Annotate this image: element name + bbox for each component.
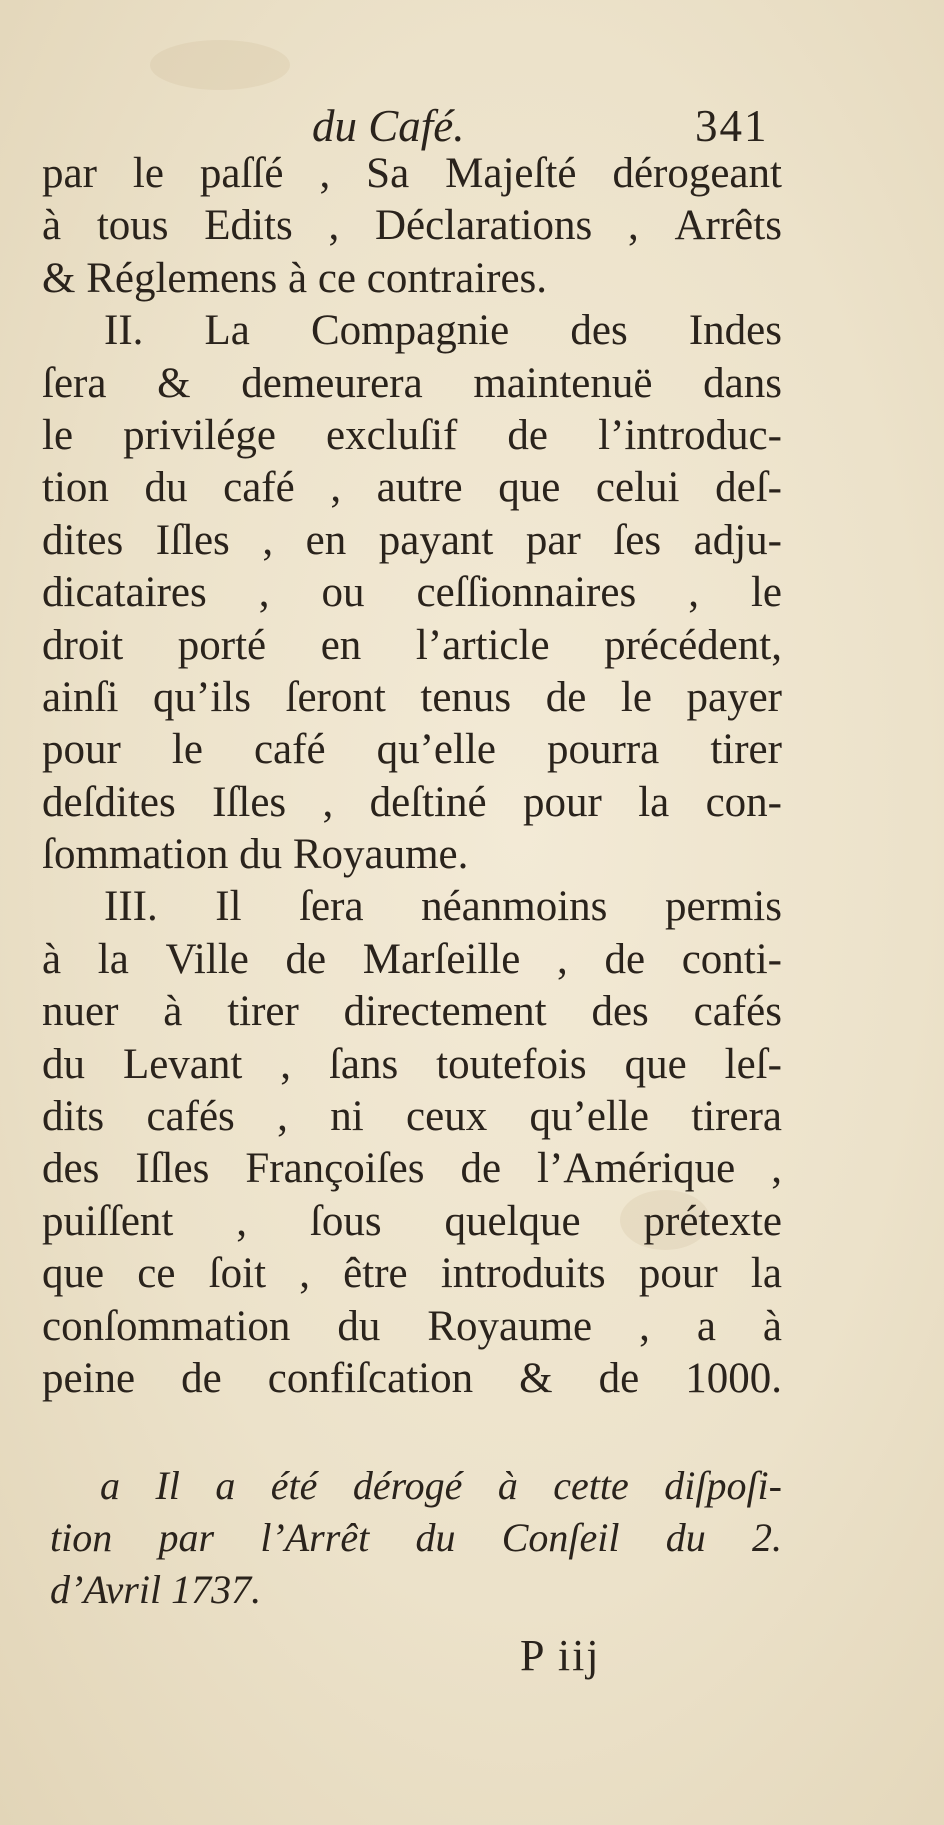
text-line: à la Ville de Marſeille , de conti- [42,935,782,983]
article-heading-line: II. La Compagnie des Indes [104,307,782,355]
text-line: & Réglemens à ce contraires. [42,254,548,302]
text-line: nuer à tirer directement des cafés [42,988,782,1036]
text-line: dits cafés , ni ceux qu’elle tirera [42,1093,782,1141]
text-line: des Iſles Françoiſes de l’Amérique , [42,1145,782,1193]
footnote [50,1460,782,1616]
text-line: deſdites Iſles , deſtiné pour la con- [42,778,782,826]
text-line: ſommation du Royaume. [42,831,469,879]
text-line: droit porté en l’article précédent, [42,621,782,669]
paper-stain [150,40,290,90]
signature-mark: P iij [520,1631,601,1680]
text-line: que ce ſoit , être introduits pour la [42,1250,782,1298]
running-title: du Café. [312,101,465,151]
text-line: le privilége excluſif de l’introduc- [42,411,782,459]
text-line: puiſſent , ſous quelque prétexte [42,1197,782,1245]
text-line: par le paſſé , Sa Majeſté dérogeant [42,150,782,197]
text-line: ainſi qu’ils ſeront tenus de le payer [42,673,782,721]
text-line: peine de confiſcation & de 1000. [42,1354,782,1402]
text-line: dites Iſles , en payant par ſes adju- [42,516,782,564]
page-header [0,96,944,156]
text-line: à tous Edits , Déclarations , Arrêts [42,202,782,250]
footnote-line: a Il a été dérogé à cette diſpoſi- [100,1463,782,1508]
text-line: tion du café , autre que celui deſ- [42,464,782,512]
text-line: pour le café qu’elle pourra tirer [42,726,782,774]
text-line: conſommation du Royaume , a à [42,1302,782,1350]
footnote-line: tion par l’Arrêt du Conſeil du 2. [50,1515,782,1560]
body-text [42,148,782,1405]
text-line: ſera & demeurera maintenuë dans [42,359,782,407]
page-number: 341 [695,101,769,151]
footnote-line: d’Avril 1737. [50,1567,262,1612]
text-line: dicataires , ou ceſſionnaires , le [42,569,782,617]
article-heading-line: III. Il ſera néanmoins permis [104,883,782,931]
text-line: du Levant , ſans toutefois que leſ- [42,1040,782,1088]
